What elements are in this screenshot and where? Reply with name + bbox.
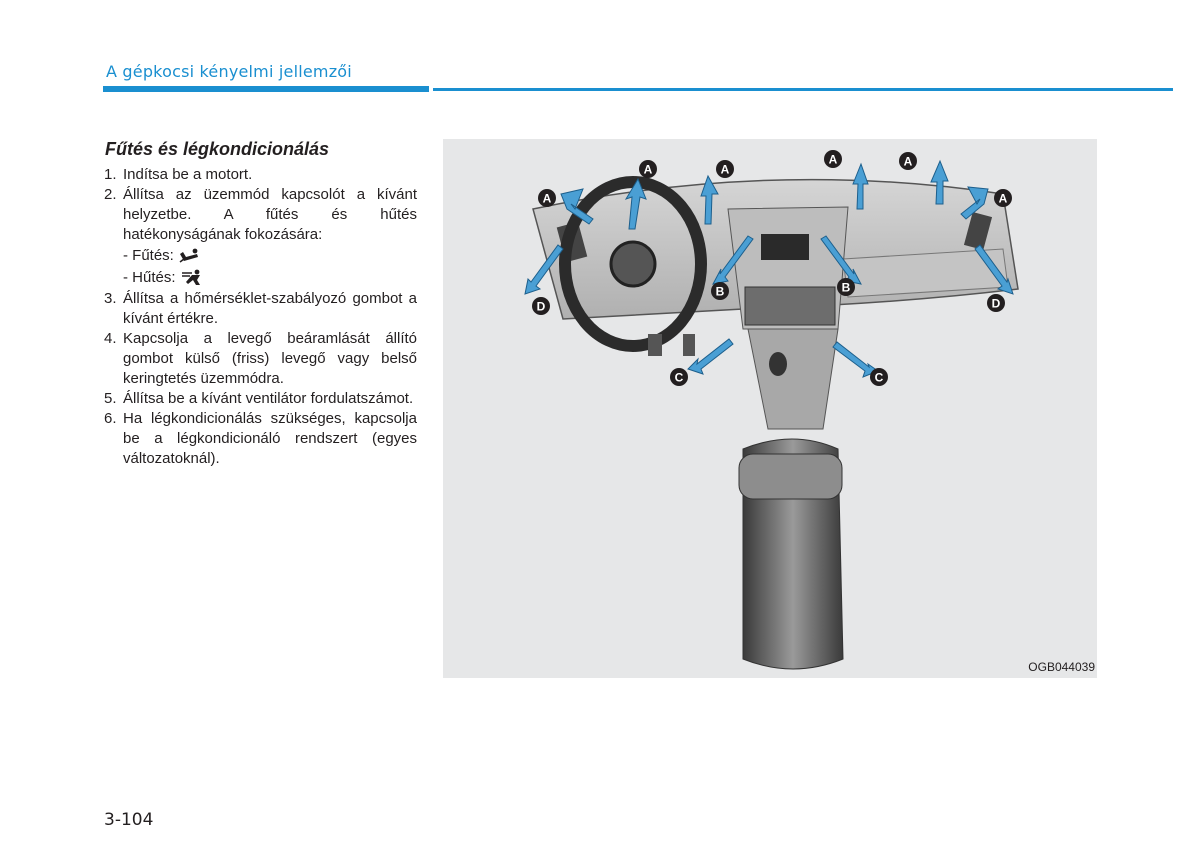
instruction-list (104, 165, 417, 469)
label-badge-b (711, 282, 729, 300)
dashboard-drawing (443, 139, 1097, 678)
list-item (104, 165, 417, 185)
svg-text:C: C (874, 370, 884, 385)
label-badge-b (837, 278, 855, 296)
pedal (683, 334, 695, 356)
step-text: Állítsa a hőmérséklet-szabályozó gombot a kívánt értékre. (123, 290, 417, 327)
header-rule-thick (103, 86, 429, 92)
list-item (104, 185, 417, 245)
gear-shift (769, 352, 787, 376)
step-text: Kapcsolja a levegő beáramlását állító gombot külső (friss) levegő vagy belső keringtetés üzemmódra. (123, 330, 417, 387)
label-badge-a (824, 150, 842, 168)
climate-panel (745, 287, 835, 325)
dashboard-illustration (443, 139, 1097, 678)
svg-text:B: B (841, 280, 851, 295)
step-text: Ha légkondicionálás szükséges, kapcsolja be a légkondicionáló rendszert (egyes változatoknál). (123, 410, 417, 467)
label-badge-d (987, 294, 1005, 312)
chapter-title: A gépkocsi kényelmi jellemzői (106, 62, 352, 81)
label-badge-a (994, 189, 1012, 207)
svg-text:A: A (720, 162, 730, 177)
svg-text:A: A (828, 152, 838, 167)
step-text: Állítsa az üzemmód kapcsolót a kívánt helyzetbe. A fűtés és hűtés hatékonyságának fokozására: (123, 186, 417, 243)
svg-text:D: D (991, 296, 1001, 311)
step-text: Állítsa be a kívánt ventilátor fordulatszámot. (123, 390, 414, 407)
center-console (748, 329, 838, 429)
label-badge-a (899, 152, 917, 170)
label-badge-a (639, 160, 657, 178)
cooling-mode-row (104, 267, 417, 289)
section-title: Fűtés és légkondicionálás (105, 139, 330, 159)
step-number: 4. (104, 330, 117, 347)
svg-text:A: A (643, 162, 653, 177)
face-vent-icon (180, 269, 204, 287)
svg-text:D: D (536, 299, 546, 314)
svg-text:A: A (903, 154, 913, 169)
steering-hub (611, 242, 655, 286)
svg-text:A: A (998, 191, 1008, 206)
arrow-c (833, 342, 878, 377)
cooling-label: - Hűtés: (123, 269, 176, 286)
heating-label: - Fűtés: (123, 247, 174, 264)
step-number: 6. (104, 410, 117, 427)
list-item (104, 409, 417, 469)
page-number: 3-104 (104, 810, 154, 830)
label-badge-c (870, 368, 888, 386)
label-badge-a (716, 160, 734, 178)
list-item (104, 389, 417, 409)
step-number: 3. (104, 290, 117, 307)
svg-text:B: B (715, 284, 725, 299)
label-badge-c (670, 368, 688, 386)
center-screen (761, 234, 809, 260)
step-number: 2. (104, 186, 117, 203)
svg-text:C: C (674, 370, 684, 385)
svg-text:A: A (542, 191, 552, 206)
step-number: 5. (104, 390, 117, 407)
armrest-top (739, 454, 842, 499)
header-rule-thin (433, 88, 1173, 91)
pedal (648, 334, 662, 356)
list-item (104, 329, 417, 389)
heating-mode-row (104, 245, 417, 267)
floor-vent-icon (178, 248, 202, 264)
step-text: Indítsa be a motort. (123, 166, 253, 183)
list-item (104, 289, 417, 329)
label-badge-d (532, 297, 550, 315)
step-number: 1. (104, 166, 117, 183)
label-badge-a (538, 189, 556, 207)
figure-code: OGB044039 (1028, 660, 1095, 674)
